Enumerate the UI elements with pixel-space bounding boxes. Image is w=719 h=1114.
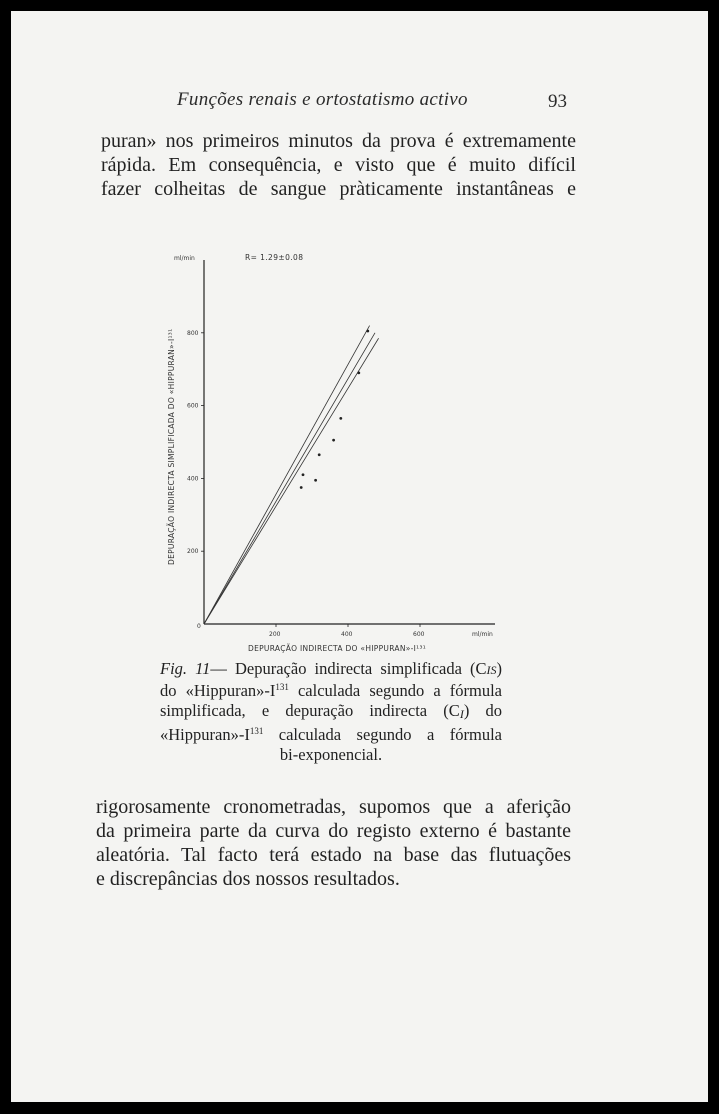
running-title: Funções renais e ortostatismo activo: [177, 89, 468, 110]
caption-line: do «$Hippuran»-I^{131}$ calculada segundo a fórmula: [160, 680, 503, 700]
x-unit-label: ml/min: [472, 631, 493, 638]
paragraph-bottom: [96, 795, 571, 891]
y-tick-label: 800: [187, 329, 199, 337]
data-point: [314, 479, 317, 482]
origin-label: 0: [197, 623, 201, 630]
data-point: [302, 473, 305, 476]
clearance-chart: [160, 240, 505, 655]
paragraph-line: rigorosamente cronometradas, supomos que a aferição: [96, 796, 571, 818]
figure-label: Fig. 11: [160, 659, 211, 678]
paragraph-line: da primeira parte da curva do registo externo é bastante: [96, 820, 571, 842]
caption-line: simplificada, e depuração indirecta $(C_I)$ do: [160, 701, 503, 721]
paragraph-line: rápida. Em consequência, e visto que é muito difícil: [101, 154, 576, 176]
page-number: 93: [548, 91, 567, 112]
fit-line-upper: [204, 326, 370, 624]
paragraph-line: fazer colheitas de sangue pràticamente instantâneas e: [101, 178, 576, 200]
y-unit-label: ml/min: [174, 255, 195, 262]
data-point: [366, 330, 369, 333]
figure-caption: [160, 659, 502, 766]
fit-line-middle: [204, 333, 375, 624]
caption-line: Fig. 11— Depuração indirecta simplificada (CIS): [160, 659, 502, 678]
x-tick-label: 400: [341, 631, 353, 638]
y-axis-title: DEPURAÇÃO INDIRECTA SIMPLIFICADA DO «HIPPURAN»-I¹³¹: [167, 328, 176, 565]
fit-line-lower: [204, 338, 379, 624]
data-point: [332, 439, 335, 442]
y-tick-label: 400: [187, 475, 199, 483]
correlation-annotation: R= 1.29±0.08: [245, 253, 304, 262]
paragraph-top: [101, 129, 576, 201]
data-point: [339, 417, 342, 420]
x-tick-label: 600: [413, 631, 425, 638]
caption-line: bi-exponencial.: [279, 745, 383, 764]
data-point: [318, 453, 321, 456]
caption-line: «$Hippuran»-I^{131}$ calculada segundo a fórmula: [160, 724, 502, 744]
paragraph-line: puran» nos primeiros minutos da prova é extremamente: [101, 130, 576, 152]
y-tick-label: 200: [187, 548, 199, 556]
data-point: [300, 486, 303, 489]
x-tick-label: 200: [269, 631, 281, 638]
y-tick-label: 600: [187, 402, 199, 410]
paragraph-line: e discrepâncias dos nossos resultados.: [96, 868, 400, 890]
data-point: [357, 371, 360, 374]
x-axis-title: DEPURAÇÃO INDIRECTA DO «HIPPURAN»-I¹³¹: [248, 644, 427, 653]
paragraph-line: aleatória. Tal facto terá estado na base das flutuações: [96, 844, 571, 866]
